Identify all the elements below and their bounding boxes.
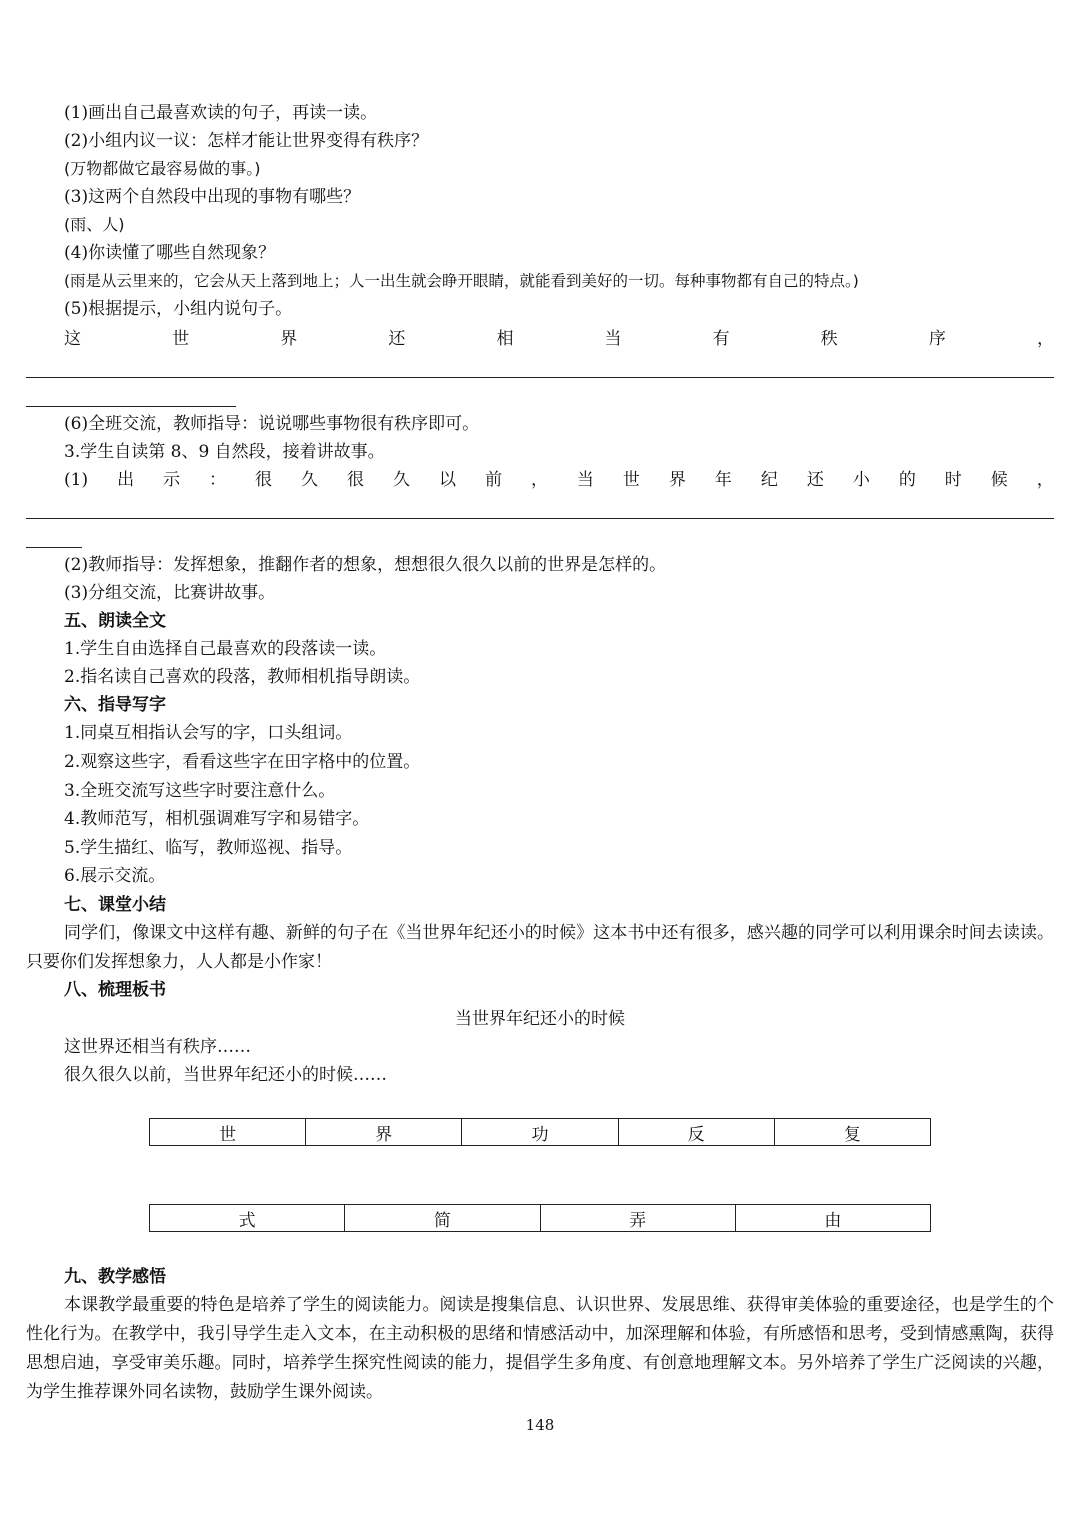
spread-char: ，	[1036, 470, 1054, 490]
spread-char: 候	[990, 470, 1008, 490]
step-3b: (3)分组交流，比赛讲故事。	[64, 583, 276, 603]
spread-char: 出	[117, 470, 135, 490]
table-cell: 弄	[540, 1205, 735, 1232]
step-3: (3)这两个自然段中出现的事物有哪些？	[64, 187, 361, 207]
step-2: (2)小组内议一议：怎样才能让世界变得有秩序？	[64, 131, 429, 151]
fill-in-sentence-1	[64, 325, 1054, 353]
blank-line	[26, 518, 1054, 519]
spread-char: ，	[1036, 329, 1054, 349]
spread-char: 世	[622, 470, 640, 490]
blank-line-short	[26, 547, 82, 548]
character-table-2	[149, 1204, 931, 1232]
spread-char: 相	[496, 329, 514, 349]
spread-char: 久	[392, 470, 410, 490]
spread-char: 界	[668, 470, 686, 490]
spread-char: 久	[301, 470, 319, 490]
blank-line	[26, 377, 1054, 378]
spread-char: 很	[255, 470, 273, 490]
spread-char: 当	[604, 329, 622, 349]
table-cell: 式	[150, 1205, 345, 1232]
step-4: (4)你读懂了哪些自然现象？	[64, 243, 276, 263]
item-5-1: 1.学生自由选择自己最喜欢的段落读一读。	[64, 639, 387, 659]
spread-char: 很	[347, 470, 364, 490]
table-cell: 世	[150, 1119, 306, 1146]
table-cell: 简	[345, 1205, 540, 1232]
spread-char: 秩	[820, 329, 838, 349]
reflection-paragraph: 本课教学最重要的特色是培养了学生的阅读能力。阅读是搜集信息、认识世界、发展思维、获得审美体验的重要途径，也是学生的个性化行为。在教学中，我引导学生走入文本，在主动积极的思绪和情感活动中，加深理解和体验，有所感悟和思考，受到情感熏陶，获得思想启迪，享受审美乐趣。同时，培养学生探究性阅读的能力，提倡学生多角度、有创意地理解文本。另外培养了学生广泛阅读的兴趣，为学生推荐课外同名读物，鼓励学生课外阅读。	[26, 1295, 1054, 1402]
spread-char: 的	[898, 470, 916, 490]
character-table-1	[149, 1118, 931, 1146]
spread-char: 还	[388, 329, 406, 349]
spread-char: 当	[576, 470, 594, 490]
spread-char: 以	[438, 470, 456, 490]
spread-char: ，	[530, 470, 548, 490]
step-2b: (2)教师指导：发挥想象，推翻作者的想象，想想很久很久以前的世界是怎样的。	[64, 555, 667, 575]
blank-line-short	[26, 406, 236, 407]
table-cell: 界	[306, 1119, 462, 1146]
table-cell: 反	[618, 1119, 774, 1146]
spread-char: 示	[163, 470, 181, 490]
section-heading-9: 九、教学感悟	[64, 1267, 166, 1287]
spread-char: 世	[172, 329, 190, 349]
page-number: 148	[525, 1416, 555, 1434]
fill-in-sentence-2	[64, 466, 1054, 494]
item-6-1: 1.同桌互相指认会写的字，口头组词。	[64, 723, 353, 743]
section-heading-7: 七、课堂小结	[64, 895, 166, 915]
answer-2: (万物都做它最容易做的事。)	[64, 159, 261, 178]
section-heading-6: 六、指导写字	[64, 695, 166, 715]
spread-char: ：	[209, 470, 227, 490]
table-cell: 复	[774, 1119, 930, 1146]
section-heading-8: 八、梳理板书	[64, 980, 166, 1000]
summary-paragraph: 同学们，像课文中这样有趣、新鲜的句子在《当世界年纪还小的时候》这本书中还有很多，感兴趣的同学可以利用课余时间去读读。只要你们发挥想象力，人人都是小作家！	[26, 923, 1054, 972]
spread-char: 界	[280, 329, 298, 349]
spread-char: (1)	[64, 470, 89, 490]
table-cell: 功	[462, 1119, 618, 1146]
answer-4: (雨是从云里来的，它会从天上落到地上；人一出生就会睁开眼睛，就能看到美好的一切。每种事物都有自己的特点。)	[64, 272, 859, 290]
spread-char: 有	[712, 329, 730, 349]
board-line-2: 很久很久以前，当世界年纪还小的时候……	[64, 1065, 387, 1085]
board-line-1: 这世界还相当有秩序……	[64, 1037, 251, 1057]
item-6-5: 5.学生描红、临写，教师巡视、指导。	[64, 838, 353, 858]
spread-char: 还	[806, 470, 824, 490]
spread-char: 纪	[760, 470, 778, 490]
spread-char: 序	[928, 329, 946, 349]
spread-char: 小	[852, 470, 870, 490]
step-6: (6)全班交流，教师指导：说说哪些事物很有秩序即可。	[64, 414, 480, 434]
spread-char: 前	[484, 470, 502, 490]
step-5: (5)根据提示，小组内说句子。	[64, 299, 293, 319]
item-3: 3.学生自读第 8、9 自然段，接着讲故事。	[64, 442, 385, 462]
item-5-2: 2.指名读自己喜欢的段落，教师相机指导朗读。	[64, 667, 421, 687]
board-title: 当世界年纪还小的时候	[455, 1009, 625, 1029]
spread-char: 年	[714, 470, 732, 490]
item-6-4: 4.教师范写，相机强调难写字和易错字。	[64, 809, 370, 829]
spread-char: 这	[64, 329, 81, 349]
item-6-2: 2.观察这些字，看看这些字在田字格中的位置。	[64, 752, 421, 772]
table-cell: 由	[735, 1205, 930, 1232]
step-1: (1)画出自己最喜欢读的句子，再读一读。	[64, 103, 378, 123]
item-6-3: 3.全班交流写这些字时要注意什么。	[64, 781, 336, 801]
section-heading-5: 五、朗读全文	[64, 611, 166, 631]
item-6-6: 6.展示交流。	[64, 866, 166, 886]
answer-3: (雨、人)	[64, 215, 125, 234]
spread-char: 时	[944, 470, 962, 490]
